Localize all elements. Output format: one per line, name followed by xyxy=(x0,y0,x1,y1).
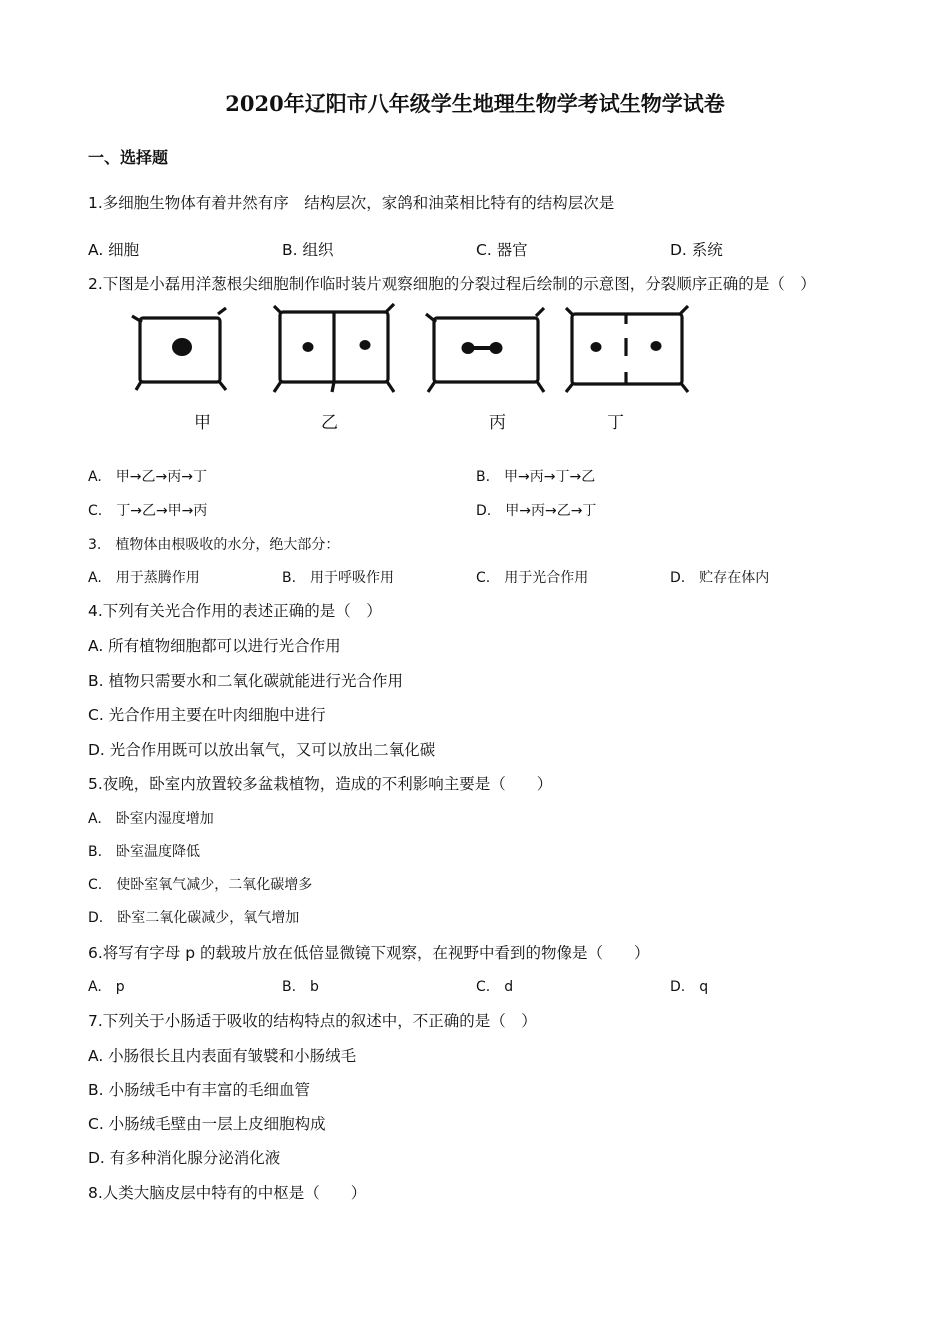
cell-division-figure xyxy=(128,300,708,400)
q3-option-c: C. 用于光合作用 xyxy=(476,570,589,586)
figure-label-ding: 丁 xyxy=(607,413,624,433)
question-2: 2.下图是小磊用洋葱根尖细胞制作临时装片观察细胞的分裂过程后绘制的示意图，分裂顺序正确的是（ ） xyxy=(88,275,816,293)
q7-option-c: C. 小肠绒毛壁由一层上皮细胞构成 xyxy=(88,1115,326,1133)
q6-option-a: A. p xyxy=(88,979,125,995)
q3-option-a: A. 用于蒸腾作用 xyxy=(88,570,200,586)
q3-option-b: B. 用于呼吸作用 xyxy=(282,570,395,586)
q4-option-b: B. 植物只需要水和二氧化碳就能进行光合作用 xyxy=(88,672,403,690)
question-3: 3. 植物体由根吸收的水分，绝大部分： xyxy=(88,537,340,553)
question-7: 7.下列关于小肠适于吸收的结构特点的叙述中，不正确的是（ ） xyxy=(88,1012,537,1030)
q4-option-d: D. 光合作用既可以放出氧气，又可以放出二氧化碳 xyxy=(88,741,436,759)
q1-option-a: A. 细胞 xyxy=(88,241,140,259)
question-1: 1.多细胞生物体有着井然有序 结构层次，家鸽和油菜相比特有的结构层次是 xyxy=(88,194,615,212)
q7-option-d: D. 有多种消化腺分泌消化液 xyxy=(88,1149,281,1167)
q1-option-b: B. 组织 xyxy=(282,241,334,259)
q2-option-d: D. 甲→丙→乙→丁 xyxy=(476,503,597,519)
cell-yi-drawing xyxy=(274,304,394,392)
page-title: 2020年辽阳市八年级学生地理生物学考试生物学试卷 xyxy=(225,91,725,116)
section-heading: 一、选择题 xyxy=(88,148,169,167)
figure-label-jia: 甲 xyxy=(194,413,211,433)
figure-label-yi: 乙 xyxy=(321,413,338,433)
q7-option-a: A. 小肠很长且内表面有皱襞和小肠绒毛 xyxy=(88,1047,357,1065)
q5-option-a: A. 卧室内湿度增加 xyxy=(88,811,214,827)
q2-option-c: C. 丁→乙→甲→丙 xyxy=(88,503,208,519)
question-5: 5.夜晚，卧室内放置较多盆栽植物，造成的不利影响主要是（ ） xyxy=(88,775,553,793)
question-6: 6.将写有字母 p 的载玻片放在低倍显微镜下观察，在视野中看到的物像是（ ） xyxy=(88,944,650,962)
q4-option-c: C. 光合作用主要在叶肉细胞中进行 xyxy=(88,706,326,724)
q2-option-a: A. 甲→乙→丙→丁 xyxy=(88,469,207,485)
q7-option-b: B. 小肠绒毛中有丰富的毛细血管 xyxy=(88,1081,310,1099)
q2-option-b: B. 甲→丙→丁→乙 xyxy=(476,469,596,485)
question-8: 8.人类大脑皮层中特有的中枢是（ ） xyxy=(88,1184,367,1202)
q6-option-c: C. d xyxy=(476,979,514,995)
q5-option-c: C. 使卧室氧气减少，二氧化碳增多 xyxy=(88,877,313,893)
q1-option-d: D. 系统 xyxy=(670,241,723,259)
q6-option-d: D. q xyxy=(670,979,709,995)
figure-label-bing: 丙 xyxy=(489,413,506,433)
q3-option-d: D. 贮存在体内 xyxy=(670,570,770,586)
cell-ding-drawing xyxy=(566,306,688,392)
q5-option-b: B. 卧室温度降低 xyxy=(88,844,201,860)
q5-option-d: D. 卧室二氧化碳减少，氧气增加 xyxy=(88,910,300,926)
q1-option-c: C. 器官 xyxy=(476,241,528,259)
question-4: 4.下列有关光合作用的表述正确的是（ ） xyxy=(88,602,382,620)
q6-option-b: B. b xyxy=(282,979,319,995)
q4-option-a: A. 所有植物细胞都可以进行光合作用 xyxy=(88,637,341,655)
